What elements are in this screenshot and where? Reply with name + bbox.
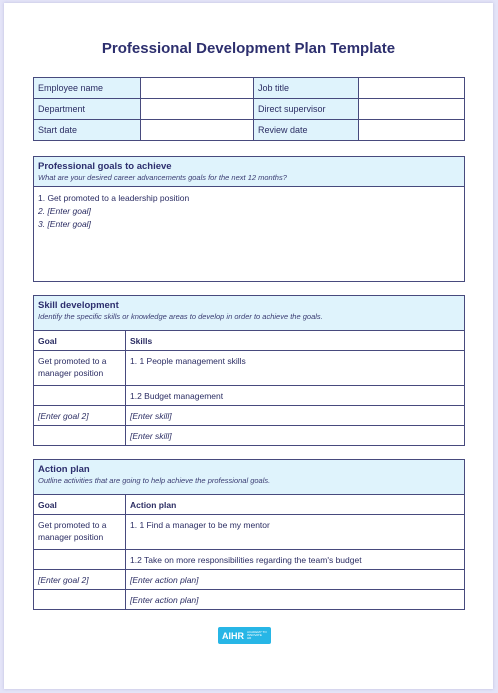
skills-value-cell[interactable]: [Enter skill] [126, 426, 465, 446]
action-goal-cell[interactable] [34, 550, 126, 570]
review-date-label: Review date [254, 120, 359, 141]
aihr-logo-text: AIHR [222, 630, 244, 641]
table-row [34, 386, 465, 406]
page-title: Professional Development Plan Template [101, 40, 396, 57]
job-title-field[interactable] [359, 78, 465, 99]
department-field[interactable] [141, 99, 254, 120]
action-plan-header [34, 460, 464, 494]
table-row [34, 550, 465, 570]
professional-goals-section [33, 156, 465, 282]
goal-item: 1. Get promoted to a leadership position [38, 193, 190, 203]
table-row [34, 590, 465, 610]
action-goal-column-header: Goal [34, 495, 126, 515]
action-value-cell[interactable]: 1.2 Take on more responsibilities regarding the team's budget [126, 550, 465, 570]
job-title-label: Job title [254, 78, 359, 99]
table-row [34, 515, 465, 550]
table-row [34, 570, 465, 590]
skills-goal-cell[interactable]: Get promoted to a manager position [34, 351, 126, 386]
department-label: Department [34, 99, 141, 120]
employee-info-table [33, 77, 465, 141]
aihr-logo-tagline: ACADEMY TO INNOVATE HR [247, 630, 267, 640]
professional-goals-header [34, 157, 464, 187]
action-goal-cell[interactable] [34, 590, 126, 610]
direct-supervisor-field[interactable] [359, 99, 465, 120]
professional-goals-list[interactable] [34, 187, 464, 236]
start-date-field[interactable] [141, 120, 254, 141]
skills-value-cell[interactable]: 1.2 Budget management [126, 386, 465, 406]
skill-development-table [33, 330, 465, 446]
skills-value-cell[interactable]: 1. 1 People management skills [126, 351, 465, 386]
action-value-cell[interactable]: 1. 1 Find a manager to be my mentor [126, 515, 465, 550]
skills-goal-cell[interactable]: [Enter goal 2] [34, 406, 126, 426]
action-plan-title: Action plan [38, 464, 90, 475]
skills-column-header: Skills [126, 331, 465, 351]
skill-development-header [34, 296, 464, 330]
skill-development-subtitle: Identify the specific skills or knowledge areas to develop in order to achieve the goals. [38, 312, 323, 321]
direct-supervisor-label: Direct supervisor [254, 99, 359, 120]
skills-goal-column-header: Goal [34, 331, 126, 351]
employee-name-field[interactable] [141, 78, 254, 99]
skills-goal-cell[interactable] [34, 426, 126, 446]
aihr-logo [218, 627, 271, 644]
goal-item: 2. [Enter goal] [38, 206, 91, 216]
action-goal-cell[interactable]: Get promoted to a manager position [34, 515, 126, 550]
action-plan-table [33, 494, 465, 610]
skill-development-header-box [33, 295, 465, 331]
action-plan-header-box [33, 459, 465, 495]
action-goal-cell[interactable]: [Enter goal 2] [34, 570, 126, 590]
review-date-field[interactable] [359, 120, 465, 141]
employee-name-label: Employee name [34, 78, 141, 99]
action-plan-column-header: Action plan [126, 495, 465, 515]
table-row [34, 426, 465, 446]
table-row [34, 406, 465, 426]
skill-development-title: Skill development [38, 300, 119, 311]
goal-item: 3. [Enter goal] [38, 219, 91, 229]
action-plan-subtitle: Outline activities that are going to help achieve the professional goals. [38, 476, 271, 485]
professional-goals-subtitle: What are your desired career advancements goals for the next 12 months? [38, 173, 287, 182]
professional-goals-title: Professional goals to achieve [38, 161, 172, 172]
action-value-cell[interactable]: [Enter action plan] [126, 590, 465, 610]
skills-value-cell[interactable]: [Enter skill] [126, 406, 465, 426]
skills-goal-cell[interactable] [34, 386, 126, 406]
start-date-label: Start date [34, 120, 141, 141]
table-row [34, 351, 465, 386]
action-value-cell[interactable]: [Enter action plan] [126, 570, 465, 590]
